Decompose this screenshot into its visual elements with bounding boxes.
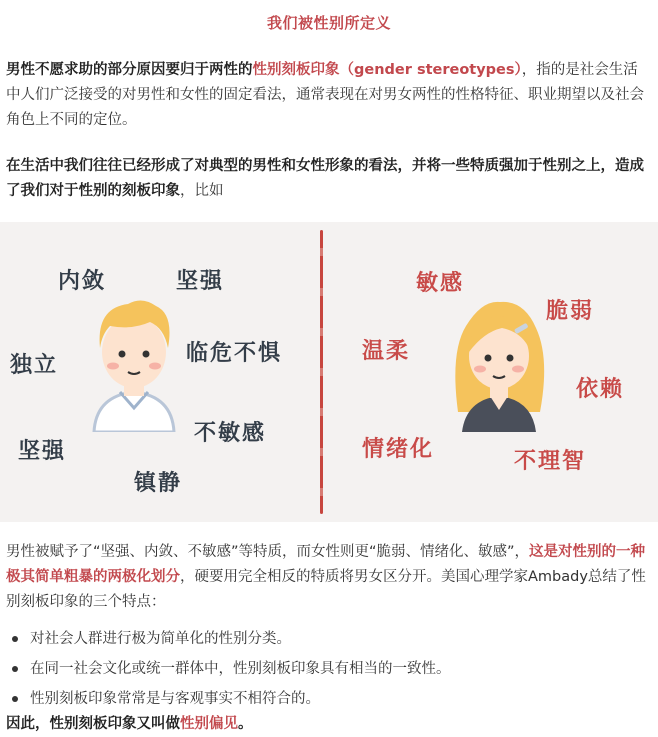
paragraph-text: ，指的是社会生活中人们广泛接受的对男性和女性的固定看法，通常表现在对男女两性的性格特征、职业期望以及社会角色上不同的定位。 xyxy=(6,62,644,128)
paragraph-bold-text: 在生活中我们往往已经形成了对典型的男性和女性形象的看法，并将一些特质强加于性别之上，造成了我们对于性别的刻板印象 xyxy=(6,158,644,199)
female-trait-label: 温柔 xyxy=(362,339,411,364)
highlight-term: 性别刻板印象（gender stereotypes） xyxy=(252,62,522,78)
article-title: 我们被性别所定义 xyxy=(266,14,391,32)
divider-line xyxy=(320,230,323,514)
paragraph-conclusion xyxy=(6,712,652,737)
female-trait-label: 敏感 xyxy=(416,271,465,296)
highlight-phrase: 这是对性别的一种极其简单粗暴的两极化划分 xyxy=(6,544,646,585)
list-item: 性别刻板印象常常是与客观事实不相符合的。 xyxy=(0,684,650,714)
characteristics-list xyxy=(0,624,650,714)
paragraph-lead: 男性不愿求助的部分原因要归于两性的 xyxy=(6,62,253,78)
male-trait-label: 坚强 xyxy=(176,269,225,294)
male-trait-label: 内敛 xyxy=(58,269,107,294)
female-figure-icon xyxy=(444,292,554,432)
male-trait-label: 坚强 xyxy=(18,439,67,464)
paragraph-lead: 因此，性别刻板印象又叫做 xyxy=(6,716,180,732)
gender-traits-illustration xyxy=(0,222,658,522)
male-trait-label: 临危不惧 xyxy=(186,341,283,366)
paragraph-definition xyxy=(6,58,652,133)
male-trait-label: 镇静 xyxy=(134,471,183,496)
list-item: 在同一社会文化或统一群体中，性别刻板印象具有相当的一致性。 xyxy=(0,654,650,684)
female-trait-label: 依赖 xyxy=(576,377,625,402)
female-trait-label: 不理智 xyxy=(514,449,587,474)
paragraph-text: ，比如 xyxy=(180,183,224,199)
paragraph-text: ，硬要用完全相反的特质将男女区分开。美国心理学家Ambady总结了性别刻板印象的三个特点： xyxy=(6,569,646,610)
female-trait-label: 脆弱 xyxy=(546,299,595,324)
list-item: 对社会人群进行极为简单化的性别分类。 xyxy=(0,624,650,654)
male-figure-icon xyxy=(84,292,184,432)
paragraph-text: 男性被赋予了“坚强、内敛、不敏感”等特质，而女性则更“脆弱、情绪化、敏感”， xyxy=(6,544,530,560)
highlight-term: 性别偏见 xyxy=(180,716,238,732)
female-trait-label: 情绪化 xyxy=(362,437,435,462)
male-trait-label: 独立 xyxy=(10,353,59,378)
paragraph-stereotype-intro xyxy=(6,154,652,204)
paragraph-end: 。 xyxy=(238,716,253,732)
male-trait-label: 不敏感 xyxy=(194,421,267,446)
paragraph-analysis xyxy=(6,540,652,615)
